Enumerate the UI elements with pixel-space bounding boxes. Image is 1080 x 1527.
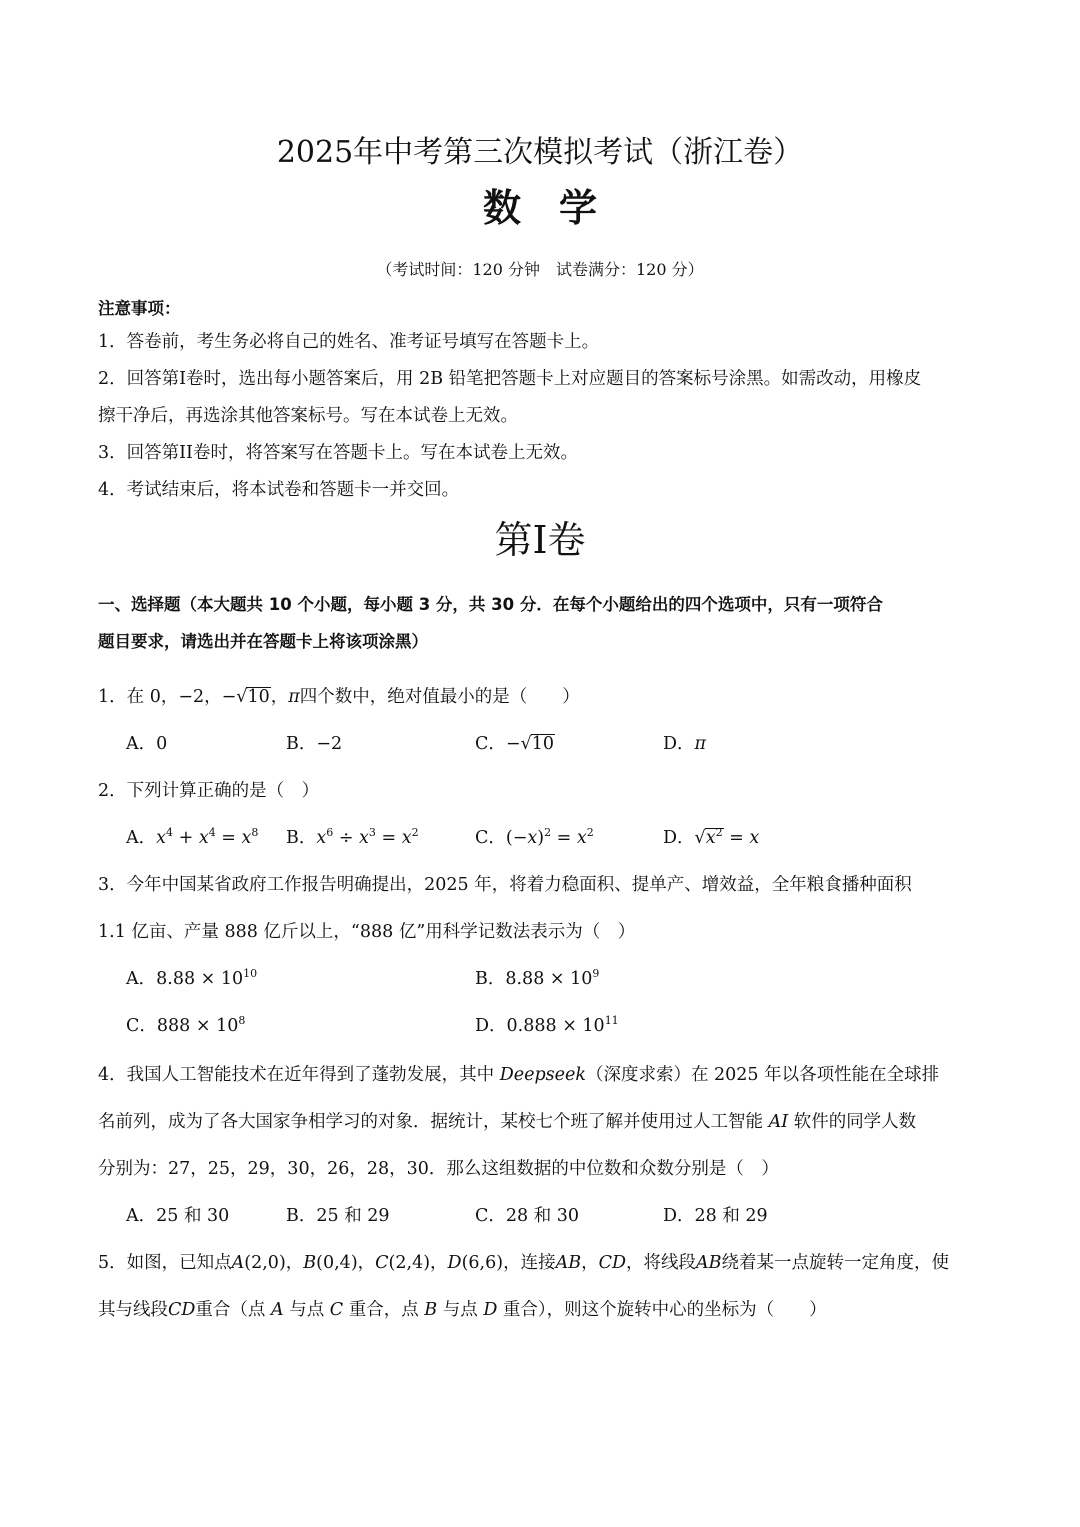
- part-title: 第I卷: [494, 518, 586, 562]
- q2-b-term: x: [316, 828, 327, 848]
- q1-prefix: 1．在 0，−2，−: [98, 687, 237, 707]
- q5-var: A: [231, 1253, 245, 1273]
- q5-var: CD: [168, 1300, 196, 1320]
- q5-text: (2,4)，: [388, 1253, 448, 1273]
- q3-a-base: A．8.88 × 10: [126, 969, 244, 989]
- q5-text: 重合），则这个旋转中心的坐标为（ ）: [497, 1300, 827, 1320]
- q5-var: AB: [555, 1253, 582, 1273]
- q5-var: D: [483, 1300, 498, 1320]
- q3-option-b: [475, 968, 599, 990]
- q2-option-a: [126, 827, 258, 849]
- q1-mid: ，: [270, 687, 289, 707]
- q2-b-op: =: [375, 828, 402, 848]
- question-1-stem: [98, 686, 580, 708]
- q3-d-base: D．0.888 × 10: [475, 1016, 605, 1036]
- q5-text: (0,4)，: [316, 1253, 376, 1273]
- q4-option-c: C．28 和 30: [475, 1206, 580, 1226]
- q4-l1-b: （深度求索）在 2025 年以各项性能在全球排: [585, 1065, 940, 1085]
- q1-c-prefix: C．−: [475, 734, 521, 754]
- q2-d-label: D．: [663, 828, 695, 848]
- question-3-line2: 1.1 亿亩、产量 888 亿斤以上，“888 亿”用科学记数法表示为（ ）: [98, 922, 636, 942]
- question-4-line1: [98, 1064, 939, 1086]
- q1-option-d: [663, 733, 706, 755]
- q5-var: B: [424, 1300, 438, 1320]
- q2-d-term: x: [705, 828, 716, 848]
- q2-a-label: A．: [126, 828, 157, 848]
- q2-c-term: x: [576, 828, 587, 848]
- q1-option-b: B．−2: [286, 734, 343, 754]
- sqrt-symbol: √: [694, 828, 706, 848]
- q4-option-d: D．28 和 29: [663, 1206, 768, 1226]
- q2-b-term: x: [359, 828, 369, 848]
- q3-option-d: [475, 1015, 619, 1037]
- q2-b-op: ÷: [333, 828, 360, 848]
- question-3-line1: 3．今年中国某省政府工作报告明确提出，2025 年，将着力稳面积、提单产、增效益，全年粮食播种面积: [98, 875, 912, 895]
- sqrt-symbol: √: [520, 734, 532, 754]
- q2-option-d: [663, 827, 759, 849]
- exam-info: （考试时间：120 分钟 试卷满分：120 分）: [376, 260, 704, 279]
- q2-c-op: (−: [505, 828, 528, 848]
- exam-title: 2025年中考第三次模拟考试（浙江卷）: [276, 135, 804, 170]
- note-item-4: 4．考试结束后，将本试卷和答题卡一并交回。: [98, 480, 460, 500]
- q3-b-exp: 9: [592, 967, 600, 980]
- q2-c-exp: 2: [544, 826, 552, 839]
- q5-var: CD: [598, 1253, 626, 1273]
- q4-l2-b: 软件的同学人数: [788, 1112, 917, 1132]
- q2-d-op: =: [723, 828, 750, 848]
- q2-c-exp: 2: [586, 826, 594, 839]
- section-heading-line1: 一、选择题（本大题共 10 个小题，每小题 3 分，共 30 分．在每个小题给出的四个选项中，只有一项符合: [98, 595, 883, 614]
- q5-text: 重合（点: [195, 1300, 271, 1320]
- q5-text: 与点: [437, 1300, 484, 1320]
- q2-b-term: x: [401, 828, 412, 848]
- q1-radicand: 10: [247, 687, 270, 707]
- question-2-stem: 2．下列计算正确的是（ ）: [98, 781, 320, 801]
- notes-heading: 注意事项：: [98, 299, 181, 318]
- q5-text: 重合，点: [343, 1300, 425, 1320]
- section-heading-line2: 题目要求，请选出并在答题卡上将该项涂黑）: [98, 632, 428, 651]
- q2-b-exp: 3: [368, 826, 376, 839]
- question-5-line2: [98, 1299, 827, 1321]
- q5-var: B: [303, 1253, 317, 1273]
- q3-b-base: B．8.88 × 10: [475, 969, 593, 989]
- q2-option-b: [286, 827, 419, 849]
- q4-option-a: A．25 和 30: [126, 1206, 230, 1226]
- q1-c-radicand: 10: [531, 734, 554, 754]
- q5-text: 5．如图，已知点: [98, 1253, 232, 1273]
- question-4-line2: [98, 1111, 916, 1133]
- question-5-line1: [98, 1252, 949, 1274]
- q4-l1-a: 4．我国人工智能技术在近年得到了蓬勃发展，其中: [98, 1065, 500, 1085]
- q1-option-a: A．0: [126, 734, 168, 754]
- q5-text: 其与线段: [98, 1300, 168, 1320]
- q2-c-term: x: [527, 828, 538, 848]
- q2-a-op: +: [173, 828, 199, 848]
- q5-var: D: [447, 1253, 462, 1273]
- note-item-2-cont: 擦干净后，再选涂其他答案标号。写在本试卷上无效。: [98, 406, 518, 426]
- sqrt-symbol: √: [236, 687, 248, 707]
- q2-a-term: x: [241, 828, 252, 848]
- q3-c-base: C．888 × 10: [126, 1016, 239, 1036]
- q2-d-exp: 2: [715, 826, 723, 839]
- q2-a-term: x: [156, 828, 167, 848]
- q2-c-label: C．: [475, 828, 506, 848]
- q5-var: C: [375, 1253, 389, 1273]
- q2-a-exp: 4: [208, 826, 216, 839]
- q4-l2-em: AI: [768, 1112, 789, 1132]
- q3-d-exp: 11: [604, 1014, 619, 1027]
- q5-var: A: [270, 1300, 284, 1320]
- question-4-line3: 分别为：27，25，29，30，26，28，30．那么这组数据的中位数和众数分别是（ ）: [98, 1159, 779, 1179]
- q2-a-exp: 4: [166, 826, 174, 839]
- q3-option-a: [126, 968, 257, 990]
- q5-text: ，将线段: [626, 1253, 696, 1273]
- q3-option-c: [126, 1015, 245, 1037]
- q3-c-exp: 8: [238, 1014, 246, 1027]
- q5-var: C: [329, 1300, 344, 1320]
- q5-text: 绕着某一点旋转一定角度，使: [721, 1253, 949, 1273]
- q4-l1-em: Deepseek: [499, 1065, 586, 1085]
- q1-pi: π: [288, 687, 300, 707]
- note-item-1: 1．答卷前，考生务必将自己的姓名、准考证号填写在答题卡上。: [98, 332, 600, 352]
- q1-suffix: 四个数中，绝对值最小的是（ ）: [299, 687, 580, 707]
- q2-option-c: [475, 827, 594, 849]
- q5-text: 与点: [283, 1300, 330, 1320]
- q2-d-term: x: [749, 828, 760, 848]
- subject-title: 数 学: [482, 186, 597, 230]
- q2-a-term: x: [198, 828, 209, 848]
- q4-option-b: B．25 和 29: [286, 1206, 390, 1226]
- q5-var: AB: [696, 1253, 722, 1273]
- note-item-2: 2．回答第I卷时，选出每小题答案后，用 2B 铅笔把答题卡上对应题目的答案标号涂黑。如需改动，用橡皮: [98, 369, 922, 389]
- note-item-3: 3．回答第II卷时，将答案写在答题卡上。写在本试卷上无效。: [98, 443, 578, 463]
- q1-d-value: π: [694, 734, 707, 754]
- q2-b-exp: 6: [326, 826, 334, 839]
- q2-c-op: ): [537, 828, 545, 848]
- q2-b-label: B．: [286, 828, 317, 848]
- q2-a-exp: 8: [251, 826, 259, 839]
- q5-text: ，: [581, 1253, 599, 1273]
- q2-a-op: =: [215, 828, 242, 848]
- q5-text: (6,6)，连接: [461, 1253, 556, 1273]
- q1-d-prefix: D．: [663, 734, 695, 754]
- q5-text: (2,0)，: [244, 1253, 304, 1273]
- q4-l2-a: 名前列，成为了各大国家争相学习的对象．据统计，某校七个班了解并使用过人工智能: [98, 1112, 769, 1132]
- q2-c-op: =: [551, 828, 577, 848]
- q3-a-exp: 10: [243, 967, 258, 980]
- q2-d-radicand: [705, 828, 724, 847]
- q1-option-c: [475, 733, 555, 755]
- q2-b-exp: 2: [411, 826, 419, 839]
